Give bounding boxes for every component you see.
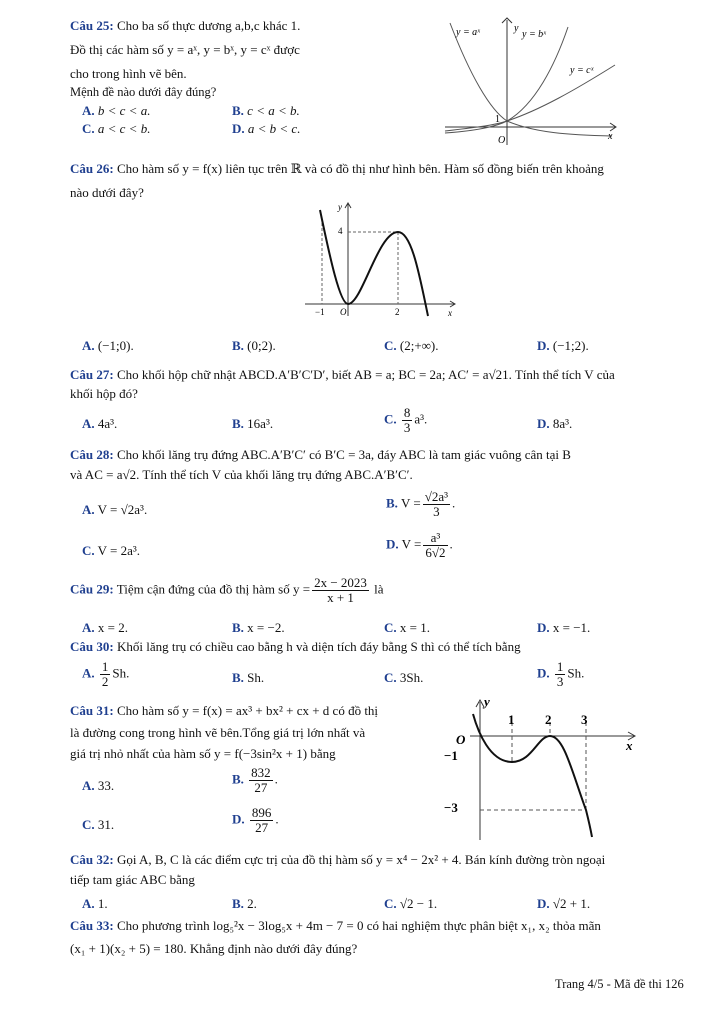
- q29-line: Câu 29: Tiệm cận đứng của đồ thị hàm số y = $\frac{2x - 2023}{x + 1}$ là: [70, 575, 384, 605]
- q31-line1: [70, 703, 378, 719]
- q30-text-1: Khối lăng trụ có chiều cao bằng h và diện tích đáy bằng S thì có thể tích bằng: [116, 639, 521, 654]
- q26-label: Câu 26:: [70, 161, 114, 176]
- q26-x-label: x: [448, 308, 452, 318]
- q29-option-c: C. x = 1.: [384, 620, 430, 635]
- q28-option-b: B. V = $\frac{\text{√2a³}}{3}$ .: [386, 489, 456, 519]
- q33-line2: (x₁ + 1)(x₂ + 5) = 180. Khẳng định nào dưới đây đúng?: [70, 941, 358, 956]
- q25-option-b: B. c < a < b.: [232, 103, 300, 118]
- q31-curve: [473, 714, 592, 837]
- q31-graph: [440, 692, 640, 842]
- q32-option-b: B. 2.: [232, 896, 257, 911]
- q25-text-1: Cho ba số thực dương a,b,c khác 1.: [116, 18, 301, 33]
- q31-text-1: Cho hàm số y = f(x) = ax³ + bx² + cx + d có đồ thị: [116, 703, 379, 718]
- q31-tick-1: 1: [508, 712, 515, 727]
- q33-line1: [70, 918, 601, 934]
- q29-label: Câu 29:: [70, 581, 114, 597]
- page-footer: Trang 4/5 - Mã đề thi 126: [555, 977, 684, 991]
- q31-tick-m1: −1: [444, 748, 458, 763]
- q31-origin: O: [456, 732, 466, 747]
- q25-option-d: D. a < b < c.: [232, 121, 301, 136]
- q27-line1: [70, 367, 615, 383]
- q31-option-c: C. 31.: [82, 817, 115, 832]
- q32-text-1: Gọi A, B, C là các điểm cực trị của đồ thị hàm số y = x⁴ − 2x² + 4. Bán kính đường tròn ngoại: [116, 852, 606, 867]
- q32-option-a: A. 1.: [82, 896, 108, 911]
- q28-text-1: Cho khối lăng trụ đứng ABC.A′B′C′ có B′C = 3a, đáy ABC là tam giác vuông cân tại B: [116, 447, 571, 462]
- q27-text-1: Cho khối hộp chữ nhật ABCD.A′B′C′D′, biết AB = a; BC = 2a; AC′ = a√21. Tính thể tích V của: [116, 367, 615, 382]
- q31-line3: giá trị nhỏ nhất của hàm số y = f(−3sin²x + 1) bằng: [70, 746, 336, 761]
- q26-curve: [320, 210, 428, 316]
- q28-line1: [70, 447, 571, 463]
- q31-option-d: D. $\frac{896}{27}$ .: [232, 805, 279, 835]
- q26-text-1: Cho hàm số y = f(x) liên tục trên ℝ và có đồ thị như hình bên. Hàm số đồng biến trên khoảng: [116, 161, 604, 176]
- q26-origin: O: [340, 307, 347, 317]
- q30-option-c: C. 3Sh.: [384, 670, 424, 685]
- q30-option-b: B. Sh.: [232, 670, 265, 685]
- q28-label: Câu 28:: [70, 447, 114, 462]
- q25-label-c: y = cˣ: [570, 65, 594, 76]
- q31-option-b: B. $\frac{832}{27}$ .: [232, 765, 278, 795]
- q25-origin-label: O: [498, 135, 506, 146]
- q33-label: Câu 33:: [70, 918, 114, 933]
- q29-option-d: D. x = −1.: [537, 620, 591, 635]
- q28-option-c: C. V = 2a³.: [82, 543, 141, 558]
- q31-option-a: A. 33.: [82, 778, 115, 793]
- q32-line2: tiếp tam giác ABC bằng: [70, 872, 195, 887]
- q25-line3: cho trong hình vẽ bên.: [70, 66, 187, 81]
- q30-label: Câu 30:: [70, 639, 114, 654]
- q25-line2: Đồ thị các hàm số y = aˣ, y = bˣ, y = cˣ được: [70, 42, 300, 57]
- q28-line2: và AC = a√2. Tính thể tích V của khối lăng trụ đứng ABC.A′B′C′.: [70, 467, 413, 482]
- q32-option-d: D. √2 + 1.: [537, 896, 591, 911]
- q25-option-a: A. b < c < a.: [82, 103, 151, 118]
- q30-line1: [70, 639, 521, 655]
- q31-line2: là đường cong trong hình vẽ bên.Tổng giá trị lớn nhất và: [70, 725, 366, 740]
- q33-text-1: Cho phương trình log₅²x − 3log₅x + 4m − 7 = 0 có hai nghiệm thực phân biệt x₁, x₂ thỏa mãn: [116, 918, 601, 933]
- q27-option-a: A. 4a³.: [82, 416, 118, 431]
- q25-label-a: y = aˣ: [456, 27, 481, 38]
- q28-option-a: A. V = √2a³.: [82, 502, 148, 517]
- q27-line2: khối hộp đó?: [70, 386, 138, 401]
- q25-y-label: y: [514, 23, 519, 34]
- q25-x-label: x: [608, 131, 613, 142]
- q31-label: Câu 31:: [70, 703, 114, 718]
- q25-line4: Mệnh đề nào dưới đây đúng?: [70, 85, 217, 99]
- q26-y-label: y: [338, 202, 342, 212]
- q32-line1: [70, 852, 605, 868]
- q31-tick-m3: −3: [444, 800, 458, 815]
- q25-label: Câu 25:: [70, 18, 114, 33]
- q27-option-c: C. $\frac{8}{3}$ a³.: [384, 405, 428, 435]
- q28-option-d: D. V = $\frac{\text{a³}}{6√2}$ .: [386, 530, 453, 560]
- q26-tick-4: 4: [338, 226, 343, 236]
- q26-tick-2: 2: [395, 307, 400, 317]
- q26-line1: [70, 161, 604, 177]
- q27-option-b: B. 16a³.: [232, 416, 274, 431]
- q29-option-a: A. x = 2.: [82, 620, 128, 635]
- q25-line1: [70, 18, 300, 34]
- q26-tick-m1: −1: [315, 307, 325, 317]
- q25-option-c: C. a < c < b.: [82, 121, 151, 136]
- q32-label: Câu 32:: [70, 852, 114, 867]
- q26-option-d: D. (−1;2).: [537, 338, 589, 353]
- q27-label: Câu 27:: [70, 367, 114, 382]
- q26-line2: nào dưới đây?: [70, 185, 144, 200]
- q25-one-label: 1: [495, 114, 500, 125]
- q29-option-b: B. x = −2.: [232, 620, 285, 635]
- q26-graph: [300, 198, 460, 320]
- q27-option-d: D. 8a³.: [537, 416, 573, 431]
- q31-tick-2: 2: [545, 712, 552, 727]
- q31-tick-3: 3: [581, 712, 588, 727]
- q26-option-a: A. (−1;0).: [82, 338, 134, 353]
- q32-option-c: C. √2 − 1.: [384, 896, 438, 911]
- q25-label-b: y = bˣ: [522, 29, 547, 40]
- q31-x-label: x: [626, 738, 633, 753]
- q30-option-a: A. $\frac{1}{2}$ Sh.: [82, 659, 130, 689]
- q31-y-label: y: [484, 694, 490, 709]
- q30-option-d: D. $\frac{1}{3}$ Sh.: [537, 659, 585, 689]
- q26-option-c: C. (2;+∞).: [384, 338, 439, 353]
- q26-option-b: B. (0;2).: [232, 338, 276, 353]
- q25-graph: [440, 15, 620, 150]
